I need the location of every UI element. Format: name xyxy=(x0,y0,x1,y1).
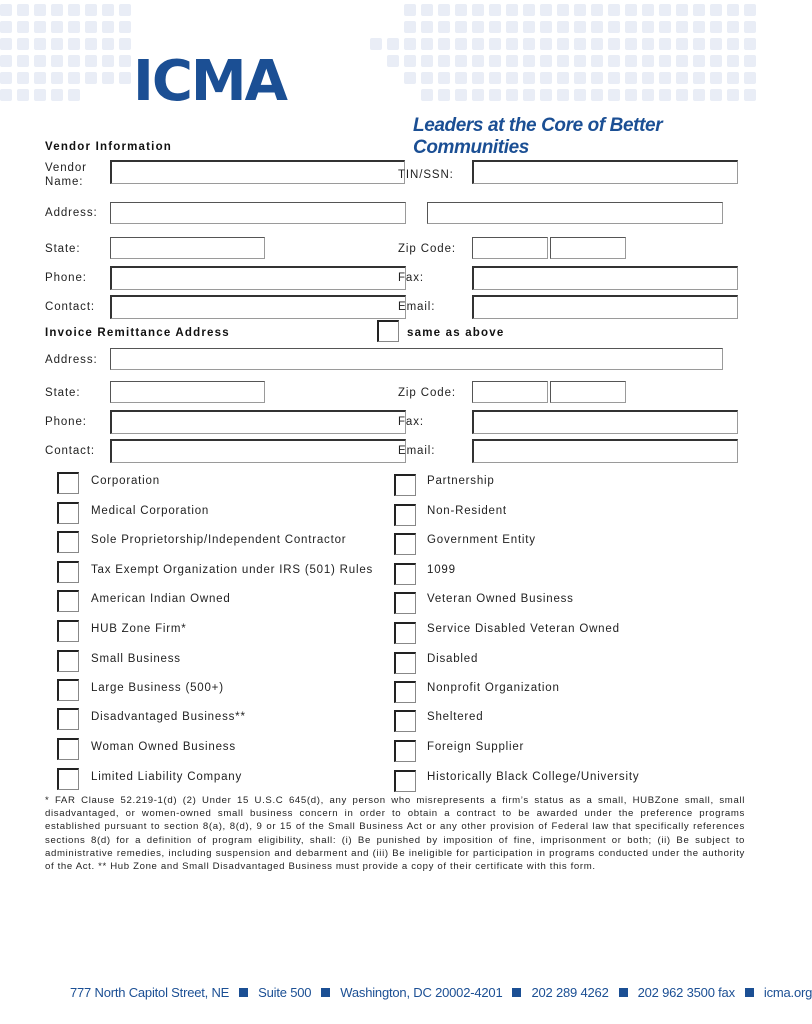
address-line2-field[interactable] xyxy=(427,202,723,224)
remit-contact-label: Contact: xyxy=(45,445,96,457)
checkbox-nonprofit[interactable] xyxy=(394,681,416,703)
remit-zip-label: Zip Code: xyxy=(398,387,456,399)
phone-label: Phone: xyxy=(45,272,87,284)
checkbox-medical-corporation[interactable] xyxy=(57,502,79,524)
checkbox-woman-owned-business[interactable] xyxy=(57,738,79,760)
square-bullet-icon xyxy=(512,988,521,997)
option-label: Large Business (500+) xyxy=(91,682,224,694)
address-line1-field[interactable] xyxy=(110,202,406,224)
option-label: Sole Proprietorship/Independent Contractor xyxy=(91,534,347,546)
same-as-above-checkbox[interactable] xyxy=(377,320,399,342)
zip-field[interactable] xyxy=(472,237,548,259)
option-label: Woman Owned Business xyxy=(91,741,236,753)
checkbox-disabled[interactable] xyxy=(394,652,416,674)
remit-state-field[interactable] xyxy=(110,381,265,403)
option-label: Foreign Supplier xyxy=(427,741,525,753)
checkbox-non-resident[interactable] xyxy=(394,504,416,526)
option-label: Veteran Owned Business xyxy=(427,593,574,605)
footer-street: 777 North Capitol Street, NE xyxy=(70,985,230,1000)
remit-fax-label: Fax: xyxy=(398,416,424,428)
fax-label: Fax: xyxy=(398,272,424,284)
option-label: Service Disabled Veteran Owned xyxy=(427,623,620,635)
footer-address xyxy=(70,985,812,1000)
footer-suite: Suite 500 xyxy=(258,985,312,1000)
option-label: Government Entity xyxy=(427,534,536,546)
remit-email-label: Email: xyxy=(398,445,436,457)
option-label: Medical Corporation xyxy=(91,505,210,517)
footer-fax: 202 962 3500 fax xyxy=(637,985,735,1000)
remittance-section-title: Invoice Remittance Address xyxy=(45,327,230,339)
checkbox-1099[interactable] xyxy=(394,563,416,585)
dot-pattern-left xyxy=(0,4,131,101)
option-label: Sheltered xyxy=(427,711,484,723)
remit-zip-ext-field[interactable] xyxy=(550,381,626,403)
state-label: State: xyxy=(45,243,81,255)
remit-fax-field[interactable] xyxy=(472,410,738,434)
vendor-name-label-line2: Name: xyxy=(45,176,84,188)
square-bullet-icon xyxy=(239,988,248,997)
phone-field[interactable] xyxy=(110,266,406,290)
checkbox-sheltered[interactable] xyxy=(394,710,416,732)
option-label: Limited Liability Company xyxy=(91,771,243,783)
vendor-section-title: Vendor Information xyxy=(45,141,173,153)
square-bullet-icon xyxy=(745,988,754,997)
far-clause-footnote: * FAR Clause 52.219-1(d) (2) Under 15 U.S.C 645(d), any person who misrepresents a firm’s status as a small, HUBZone small, small disadvantaged, or women-owned small business concern in order to obtain a contract to be awarded under the preference programs established pursuant to section 8(a), 8(d), 9 or 15 of the Small Business Act or any other provision of Federal law that specifically references sections 8(d) for a definition of program eligibility, shall: (i) Be punished by imposition of fine, imprisonment or both; (ii) Be subject to administrative remedies, including suspension and debarment and (iii) Be ineligible for participation in programs conducted under the authority of the Act. ** Hub Zone and Small Disadvantaged Business must provide a copy of their certificate with this form. xyxy=(45,795,745,873)
remit-state-label: State: xyxy=(45,387,81,399)
option-label: Disadvantaged Business** xyxy=(91,711,246,723)
square-bullet-icon xyxy=(619,988,628,997)
email-label: Email: xyxy=(398,301,436,313)
checkbox-sole-proprietorship[interactable] xyxy=(57,531,79,553)
remit-address-field[interactable] xyxy=(110,348,723,370)
option-label: HUB Zone Firm* xyxy=(91,623,187,635)
remit-zip-field[interactable] xyxy=(472,381,548,403)
option-label: 1099 xyxy=(427,564,456,576)
square-bullet-icon xyxy=(321,988,330,997)
checkbox-disadvantaged-business[interactable] xyxy=(57,708,79,730)
dot-pattern-right xyxy=(370,4,756,101)
checkbox-hub-zone-firm[interactable] xyxy=(57,620,79,642)
remit-email-field[interactable] xyxy=(472,439,738,463)
zip-label: Zip Code: xyxy=(398,243,456,255)
option-label: Historically Black College/University xyxy=(427,771,640,783)
option-label: Partnership xyxy=(427,475,495,487)
footer-website[interactable]: icma.org xyxy=(763,985,812,1000)
option-label: Small Business xyxy=(91,653,181,665)
option-label: American Indian Owned xyxy=(91,593,231,605)
option-label: Tax Exempt Organization under IRS (501) Rules xyxy=(91,564,374,576)
email-field[interactable] xyxy=(472,295,738,319)
checkbox-service-disabled-veteran[interactable] xyxy=(394,622,416,644)
same-as-above-label: same as above xyxy=(407,327,505,339)
tin-label: TIN/SSN: xyxy=(398,169,454,181)
remit-address-label: Address: xyxy=(45,354,98,366)
remit-contact-field[interactable] xyxy=(110,439,406,463)
checkbox-hbcu[interactable] xyxy=(394,770,416,792)
zip-ext-field[interactable] xyxy=(550,237,626,259)
address-label: Address: xyxy=(45,207,98,219)
contact-label: Contact: xyxy=(45,301,96,313)
vendor-name-label-line1: Vendor xyxy=(45,162,87,174)
checkbox-large-business[interactable] xyxy=(57,679,79,701)
checkbox-government-entity[interactable] xyxy=(394,533,416,555)
checkbox-small-business[interactable] xyxy=(57,650,79,672)
tin-field[interactable] xyxy=(472,160,738,184)
tagline: Leaders at the Core of Better Communities xyxy=(413,115,663,158)
remit-phone-label: Phone: xyxy=(45,416,87,428)
checkbox-tax-exempt[interactable] xyxy=(57,561,79,583)
state-field[interactable] xyxy=(110,237,265,259)
footer-phone: 202 289 4262 xyxy=(531,985,609,1000)
checkbox-corporation[interactable] xyxy=(57,472,79,494)
checkbox-american-indian-owned[interactable] xyxy=(57,590,79,612)
remit-phone-field[interactable] xyxy=(110,410,406,434)
checkbox-limited-liability-company[interactable] xyxy=(57,768,79,790)
checkbox-veteran-owned[interactable] xyxy=(394,592,416,614)
footer-city: Washington, DC 20002-4201 xyxy=(340,985,503,1000)
checkbox-foreign-supplier[interactable] xyxy=(394,740,416,762)
icma-logo: ICMA xyxy=(133,49,286,114)
checkbox-partnership[interactable] xyxy=(394,474,416,496)
vendor-name-field[interactable] xyxy=(110,160,405,184)
fax-field[interactable] xyxy=(472,266,738,290)
option-label: Nonprofit Organization xyxy=(427,682,560,694)
option-label: Corporation xyxy=(91,475,160,487)
contact-field[interactable] xyxy=(110,295,406,319)
option-label: Non-Resident xyxy=(427,505,507,517)
option-label: Disabled xyxy=(427,653,479,665)
